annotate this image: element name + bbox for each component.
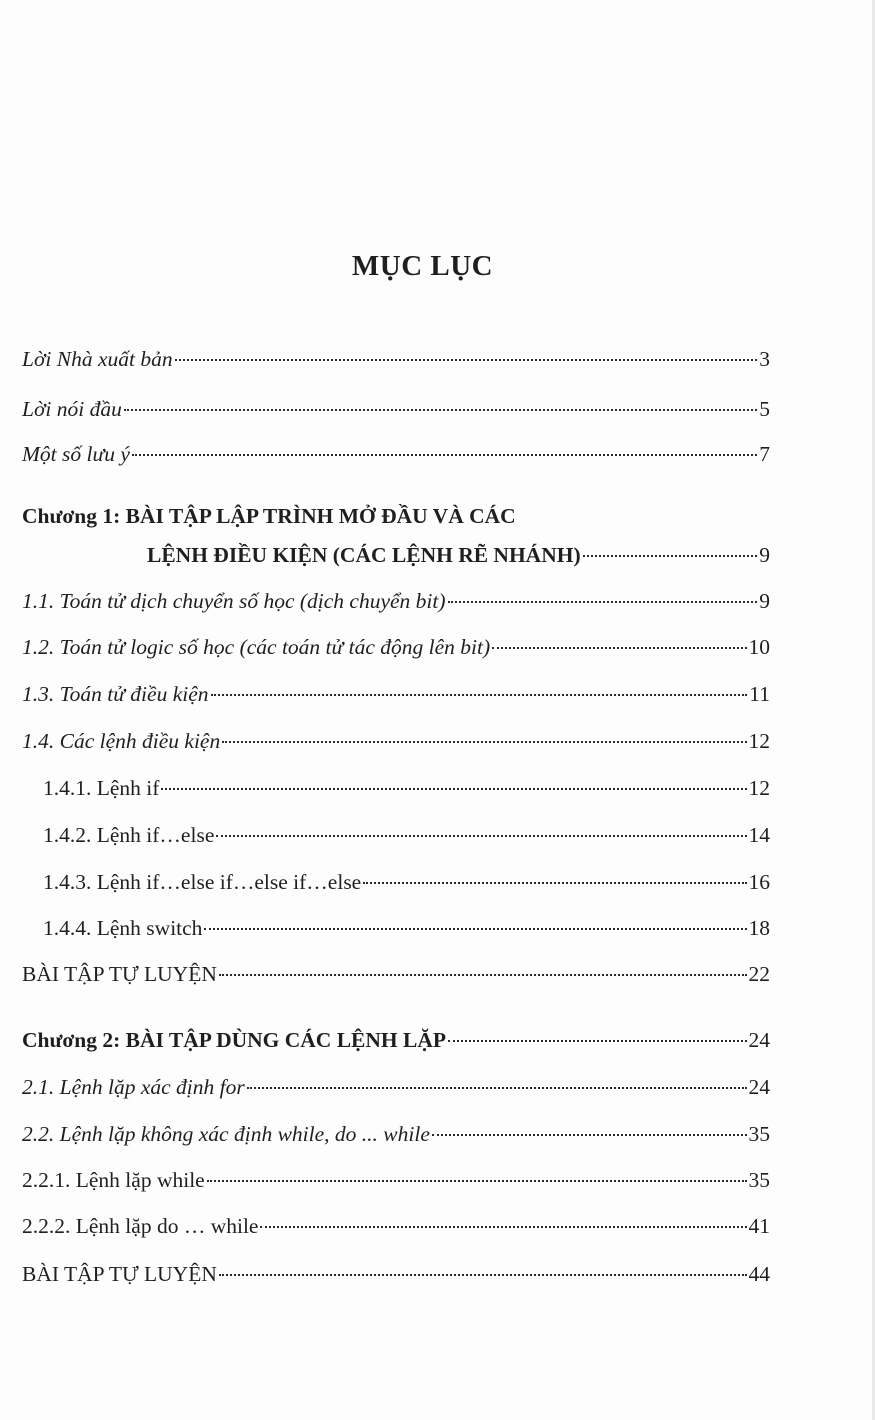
dot-leader — [432, 1134, 747, 1136]
toc-page-number: 5 — [759, 397, 770, 421]
toc-page-number: 12 — [748, 776, 770, 800]
toc-page-number: 7 — [759, 442, 770, 466]
toc-page-number: 16 — [748, 870, 770, 894]
toc-entry-label: 1.4.2. Lệnh if…else — [43, 823, 215, 847]
dot-leader — [363, 882, 746, 884]
toc-entry-label: 2.2. Lệnh lặp không xác định while, do ... while — [22, 1122, 430, 1146]
toc-entry-label: 2.2.1. Lệnh lặp while — [22, 1168, 205, 1192]
toc-entry-2-2[interactable] — [22, 1121, 770, 1147]
toc-page-number: 11 — [749, 682, 770, 706]
dot-leader — [175, 359, 758, 361]
toc-entry-preface[interactable] — [22, 396, 770, 422]
toc-entry-1-3[interactable] — [22, 681, 770, 707]
dot-leader — [448, 1040, 746, 1042]
dot-leader — [219, 1274, 747, 1276]
chapter-1-heading-line-1[interactable]: Chương 1: BÀI TẬP LẬP TRÌNH MỞ ĐẦU VÀ CÁC — [22, 504, 516, 528]
dot-leader — [492, 647, 746, 649]
toc-entry-label: 1.2. Toán tử logic số học (các toán tử tác động lên bit) — [22, 635, 491, 659]
toc-entry-label: Chương 2: BÀI TẬP DÙNG CÁC LỆNH LẶP — [22, 1028, 447, 1052]
toc-entry-publisher-note[interactable] — [22, 346, 770, 372]
toc-entry-1-4[interactable] — [22, 728, 770, 754]
dot-leader — [583, 555, 758, 557]
toc-entry-label: 1.1. Toán tử dịch chuyển số học (dịch chuyển bit) — [22, 589, 446, 613]
toc-page-number: 41 — [748, 1214, 770, 1238]
toc-entry-label: BÀI TẬP TỰ LUYỆN — [22, 962, 217, 986]
toc-entry-2-2-1[interactable] — [22, 1167, 770, 1193]
toc-page-number: 35 — [748, 1122, 770, 1146]
toc-page-number: 35 — [748, 1168, 770, 1192]
toc-entry-label: 1.4. Các lệnh điều kiện — [22, 729, 221, 753]
toc-page-number: 18 — [748, 916, 770, 940]
toc-entry-label: BÀI TẬP TỰ LUYỆN — [22, 1262, 217, 1286]
page-title: MỤC LỤC — [351, 250, 494, 282]
toc-entry-label: Lời nói đầu — [22, 397, 122, 421]
toc-page-number: 22 — [748, 962, 770, 986]
toc-page-number: 24 — [748, 1028, 770, 1052]
toc-entry-1-4-4[interactable] — [43, 915, 770, 941]
toc-entry-notes[interactable] — [22, 441, 770, 467]
dot-leader — [161, 788, 746, 790]
dot-leader — [222, 741, 746, 743]
toc-entry-label: 1.4.4. Lệnh switch — [43, 916, 203, 940]
toc-entry-1-4-3[interactable] — [43, 869, 770, 895]
dot-leader — [448, 601, 758, 603]
toc-page-number: 10 — [748, 635, 770, 659]
dot-leader — [260, 1226, 746, 1228]
toc-page-number: 9 — [759, 543, 770, 567]
dot-leader — [207, 1180, 747, 1182]
toc-page-number: 9 — [759, 589, 770, 613]
toc-entry-label: 2.1. Lệnh lặp xác định for — [22, 1075, 245, 1099]
toc-page-number: 3 — [759, 347, 770, 371]
toc-page-number: 12 — [748, 729, 770, 753]
dot-leader — [124, 409, 757, 411]
chapter-1-heading-line-2[interactable] — [147, 542, 770, 568]
toc-entry-label: Lời Nhà xuất bản — [22, 347, 173, 371]
toc-page-number: 14 — [748, 823, 770, 847]
toc-entry-chapter-1-exercises[interactable] — [22, 961, 770, 987]
toc-page-number: 44 — [748, 1262, 770, 1286]
dot-leader — [204, 928, 746, 930]
chapter-2-heading[interactable] — [22, 1027, 770, 1053]
toc-entry-1-4-1[interactable] — [43, 775, 770, 801]
toc-entry-label: 1.4.3. Lệnh if…else if…else if…else — [43, 870, 362, 894]
dot-leader — [219, 974, 747, 976]
dot-leader — [247, 1087, 747, 1089]
dot-leader — [132, 454, 757, 456]
toc-entry-label: Một số lưu ý — [22, 442, 130, 466]
toc-entry-label: LỆNH ĐIỀU KIỆN (CÁC LỆNH RẼ NHÁNH) — [147, 543, 581, 567]
dot-leader — [211, 694, 748, 696]
toc-entry-label: 1.3. Toán tử điều kiện — [22, 682, 209, 706]
dot-leader — [216, 835, 746, 837]
toc-entry-2-2-2[interactable] — [22, 1213, 770, 1239]
toc-entry-1-2[interactable] — [22, 634, 770, 660]
toc-entry-2-1[interactable] — [22, 1074, 770, 1100]
toc-entry-1-4-2[interactable] — [43, 822, 770, 848]
toc-page-number: 24 — [748, 1075, 770, 1099]
toc-entry-label: 2.2.2. Lệnh lặp do … while — [22, 1214, 259, 1238]
toc-entry-label: 1.4.1. Lệnh if — [43, 776, 160, 800]
toc-entry-1-1[interactable] — [22, 588, 770, 614]
toc-entry-chapter-2-exercises[interactable] — [22, 1261, 770, 1287]
